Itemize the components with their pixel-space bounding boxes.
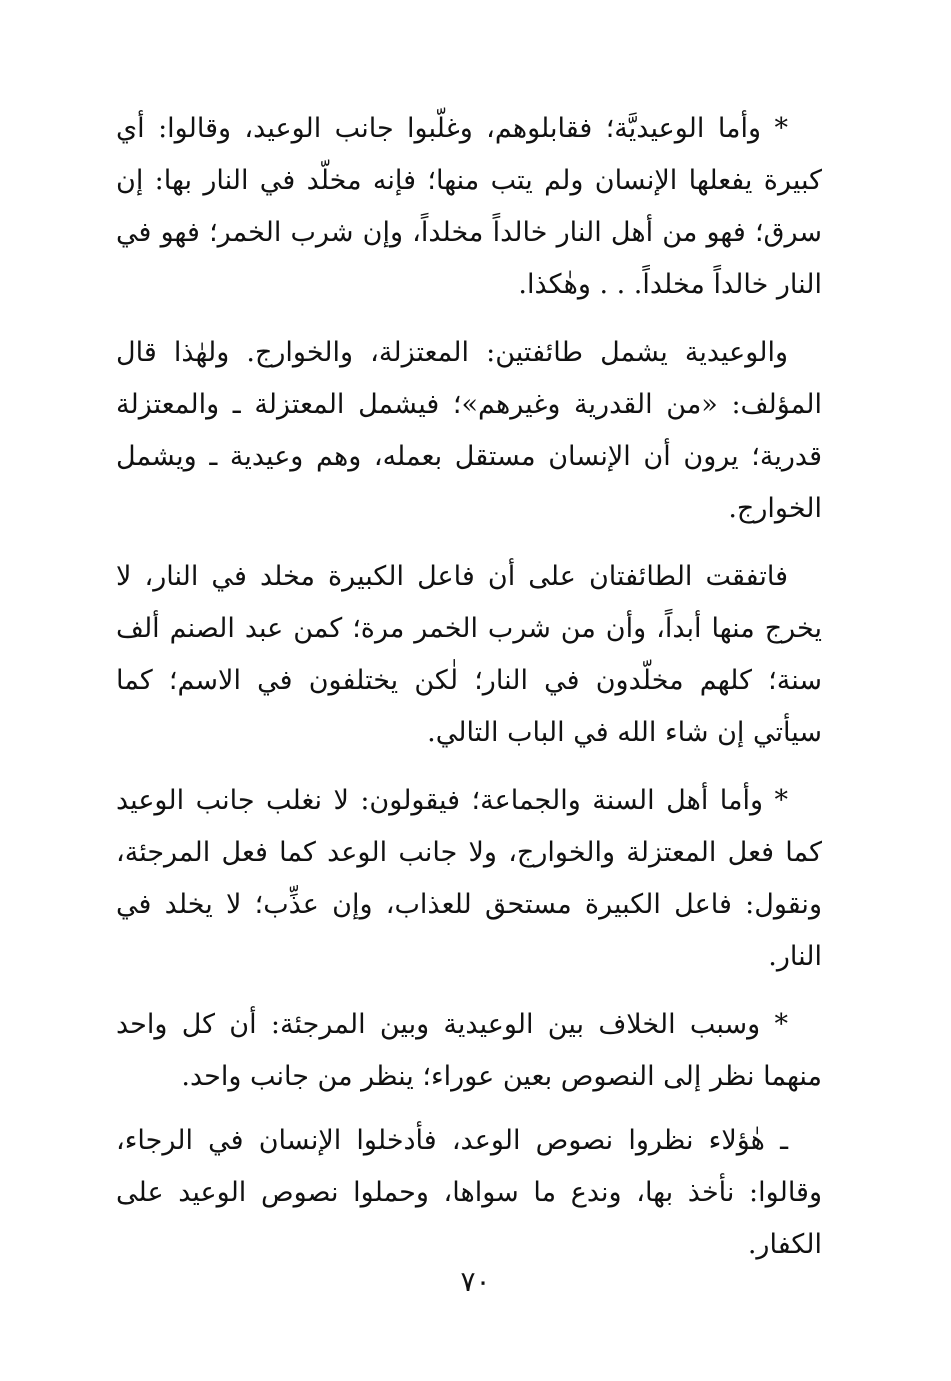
paragraph-ahl-al-sunnah: * وأما أهل السنة والجماعة؛ فيقولون: لا نغلب جانب الوعيد كما فعل المعتزلة والخوارج، ولا جانب الوعد كما فعل المرجئة، ونقول: فاعل الكبيرة مستحق للعذاب، وإن عذِّب؛ لا يخلد في النار. <box>116 785 822 972</box>
paragraph-promise-texts: ـ هٰؤلاء نظروا نصوص الوعد، فأدخلوا الإنسان في الرجاء، وقالوا: نأخذ بها، وندع ما سواها، وحملوا نصوص الوعيد على الكفار. <box>116 1125 823 1260</box>
paragraph-cause-of-dispute: * وسبب الخلاف بين الوعيدية وبين المرجئة: أن كل واحد منهما نظر إلى النصوص بعين عوراء؛ ينظر من جانب واحد. <box>116 1009 822 1092</box>
paragraph-two-groups: والوعيدية يشمل طائفتين: المعتزلة، والخوارج. ولهٰذا قال المؤلف: «من القدرية وغيرهم»؛ فيشمل المعتزلة ـ والمعتزلة قدرية؛ يرون أن الإنسان مستقل بعمله، وهم وعيدية ـ ويشمل الخوارج. <box>116 337 822 524</box>
paragraph-agreement: فاتفقت الطائفتان على أن فاعل الكبيرة مخلد في النار، لا يخرج منها أبداً، وأن من شرب الخمر مرة؛ كمن عبد الصنم ألف سنة؛ كلهم مخلّدون في النار؛ لٰكن يختلفون في الاسم؛ كما سيأتي إن شاء الله في الباب التالي. <box>116 561 822 748</box>
paragraph-waidiyya: * وأما الوعيديَّة؛ فقابلوهم، وغلّبوا جانب الوعيد، وقالوا: أي كبيرة يفعلها الإنسان ولم يتب منها؛ فإنه مخلّد في النار بها: إن سرق؛ فهو من أهل النار خالداً مخلداً، وإن شرب الخمر؛ فهو في النار خالداً مخلداً. . . وهٰكذا. <box>116 113 822 300</box>
page-number: ٧٠ <box>460 1265 491 1298</box>
main-text <box>116 103 822 1287</box>
